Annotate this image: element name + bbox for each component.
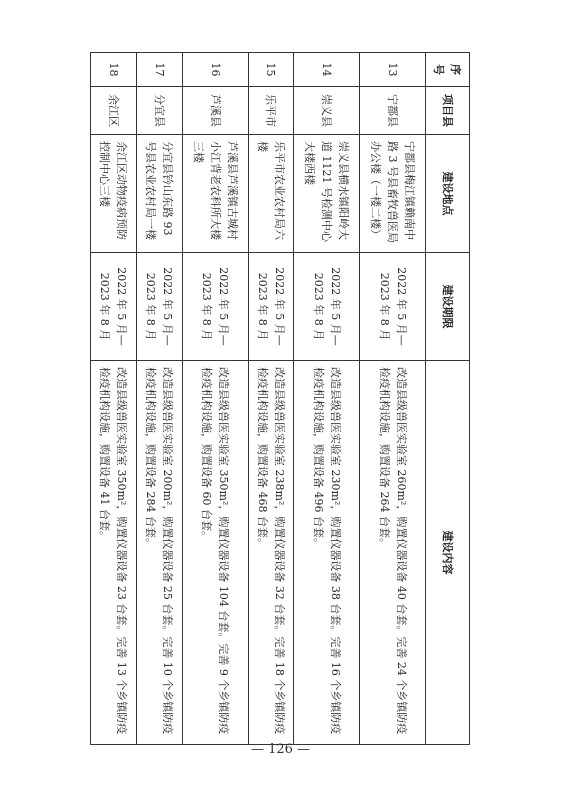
cell-no: 17 — [136, 53, 182, 87]
cell-site: 余江区动物疫病预防控制中心三楼 — [91, 135, 137, 253]
header-site: 建设地点 — [426, 135, 470, 253]
cell-content: 改造县级兽医实验室 350m²，购置仪器设备 23 台套。完善 13 个乡镇防疫检疫机构设施，购置设备 41 台套。 — [91, 361, 137, 745]
cell-no: 18 — [91, 53, 137, 87]
cell-content: 改造县级兽医实验室 230m²，购置仪器设备 38 台套。完善 16 个乡镇防疫检疫机构设施，购置设备 496 台套。 — [294, 361, 360, 745]
cell-period: 2022 年 5 月—2023 年 8 月 — [136, 253, 182, 361]
cell-period: 2022 年 5 月—2023 年 8 月 — [91, 253, 137, 361]
cell-county: 余江区 — [91, 87, 137, 135]
header-period: 建设期限 — [426, 253, 470, 361]
cell-county: 宁都县 — [360, 87, 426, 135]
cell-period: 2022 年 5 月—2023 年 8 月 — [360, 253, 426, 361]
table-row — [136, 53, 182, 745]
cell-site: 乐平市农业农村局六楼 — [248, 135, 294, 253]
header-county: 项目县 — [426, 87, 470, 135]
cell-content: 改造县级兽医实验室 238m²，购置仪器设备 32 台套。完善 18 个乡镇防疫检疫机构设施，购置设备 468 台套。 — [248, 361, 294, 745]
cell-no: 14 — [294, 53, 360, 87]
cell-site: 崇义县横水镇阳岭大道 1121 号检测中心大楼西楼 — [294, 135, 360, 253]
header-no: 序号 — [426, 53, 470, 87]
page-number: — 126 — — [250, 742, 311, 757]
cell-site: 分宜县钤山东路 93 号县农业农村局一楼 — [136, 135, 182, 253]
cell-no: 16 — [182, 53, 248, 87]
table-row — [248, 53, 294, 745]
cell-no: 13 — [360, 53, 426, 87]
cell-county: 芦溪县 — [182, 87, 248, 135]
cell-county: 乐平市 — [248, 87, 294, 135]
cell-county: 崇义县 — [294, 87, 360, 135]
cell-site: 宁都县梅江镇赖南中路 3 号县畜牧兽医局办公楼（一楼二楼） — [360, 135, 426, 253]
table-header-row — [426, 53, 470, 745]
cell-period: 2022 年 5 月—2023 年 8 月 — [182, 253, 248, 361]
cell-county: 分宜县 — [136, 87, 182, 135]
cell-content: 改造县级兽医实验室 200m²，购置仪器设备 25 台套。完善 10 个乡镇防疫检疫机构设施，购置设备 284 台套。 — [136, 361, 182, 745]
cell-content: 改造县级兽医实验室 260m²，购置仪器设备 40 台套。完善 24 个乡镇防疫检疫机构设施，购置设备 264 台套。 — [360, 361, 426, 745]
table-row — [182, 53, 248, 745]
header-content: 建设内容 — [426, 361, 470, 745]
table-row — [91, 53, 137, 745]
cell-period: 2022 年 5 月—2023 年 8 月 — [248, 253, 294, 361]
cell-site: 芦溪县芦溪镇古城村小江背老农科所大楼三楼 — [182, 135, 248, 253]
table-row — [294, 53, 360, 745]
cell-period: 2022 年 5 月—2023 年 8 月 — [294, 253, 360, 361]
construction-table — [90, 52, 470, 745]
table-row — [360, 53, 426, 745]
rotated-table-container — [90, 52, 470, 744]
cell-no: 15 — [248, 53, 294, 87]
cell-content: 改造县级兽医实验室 350m²，购置仪器设备 104 台套。完善 9 个乡镇防疫检疫机构设施，购置设备 60 台套。 — [182, 361, 248, 745]
